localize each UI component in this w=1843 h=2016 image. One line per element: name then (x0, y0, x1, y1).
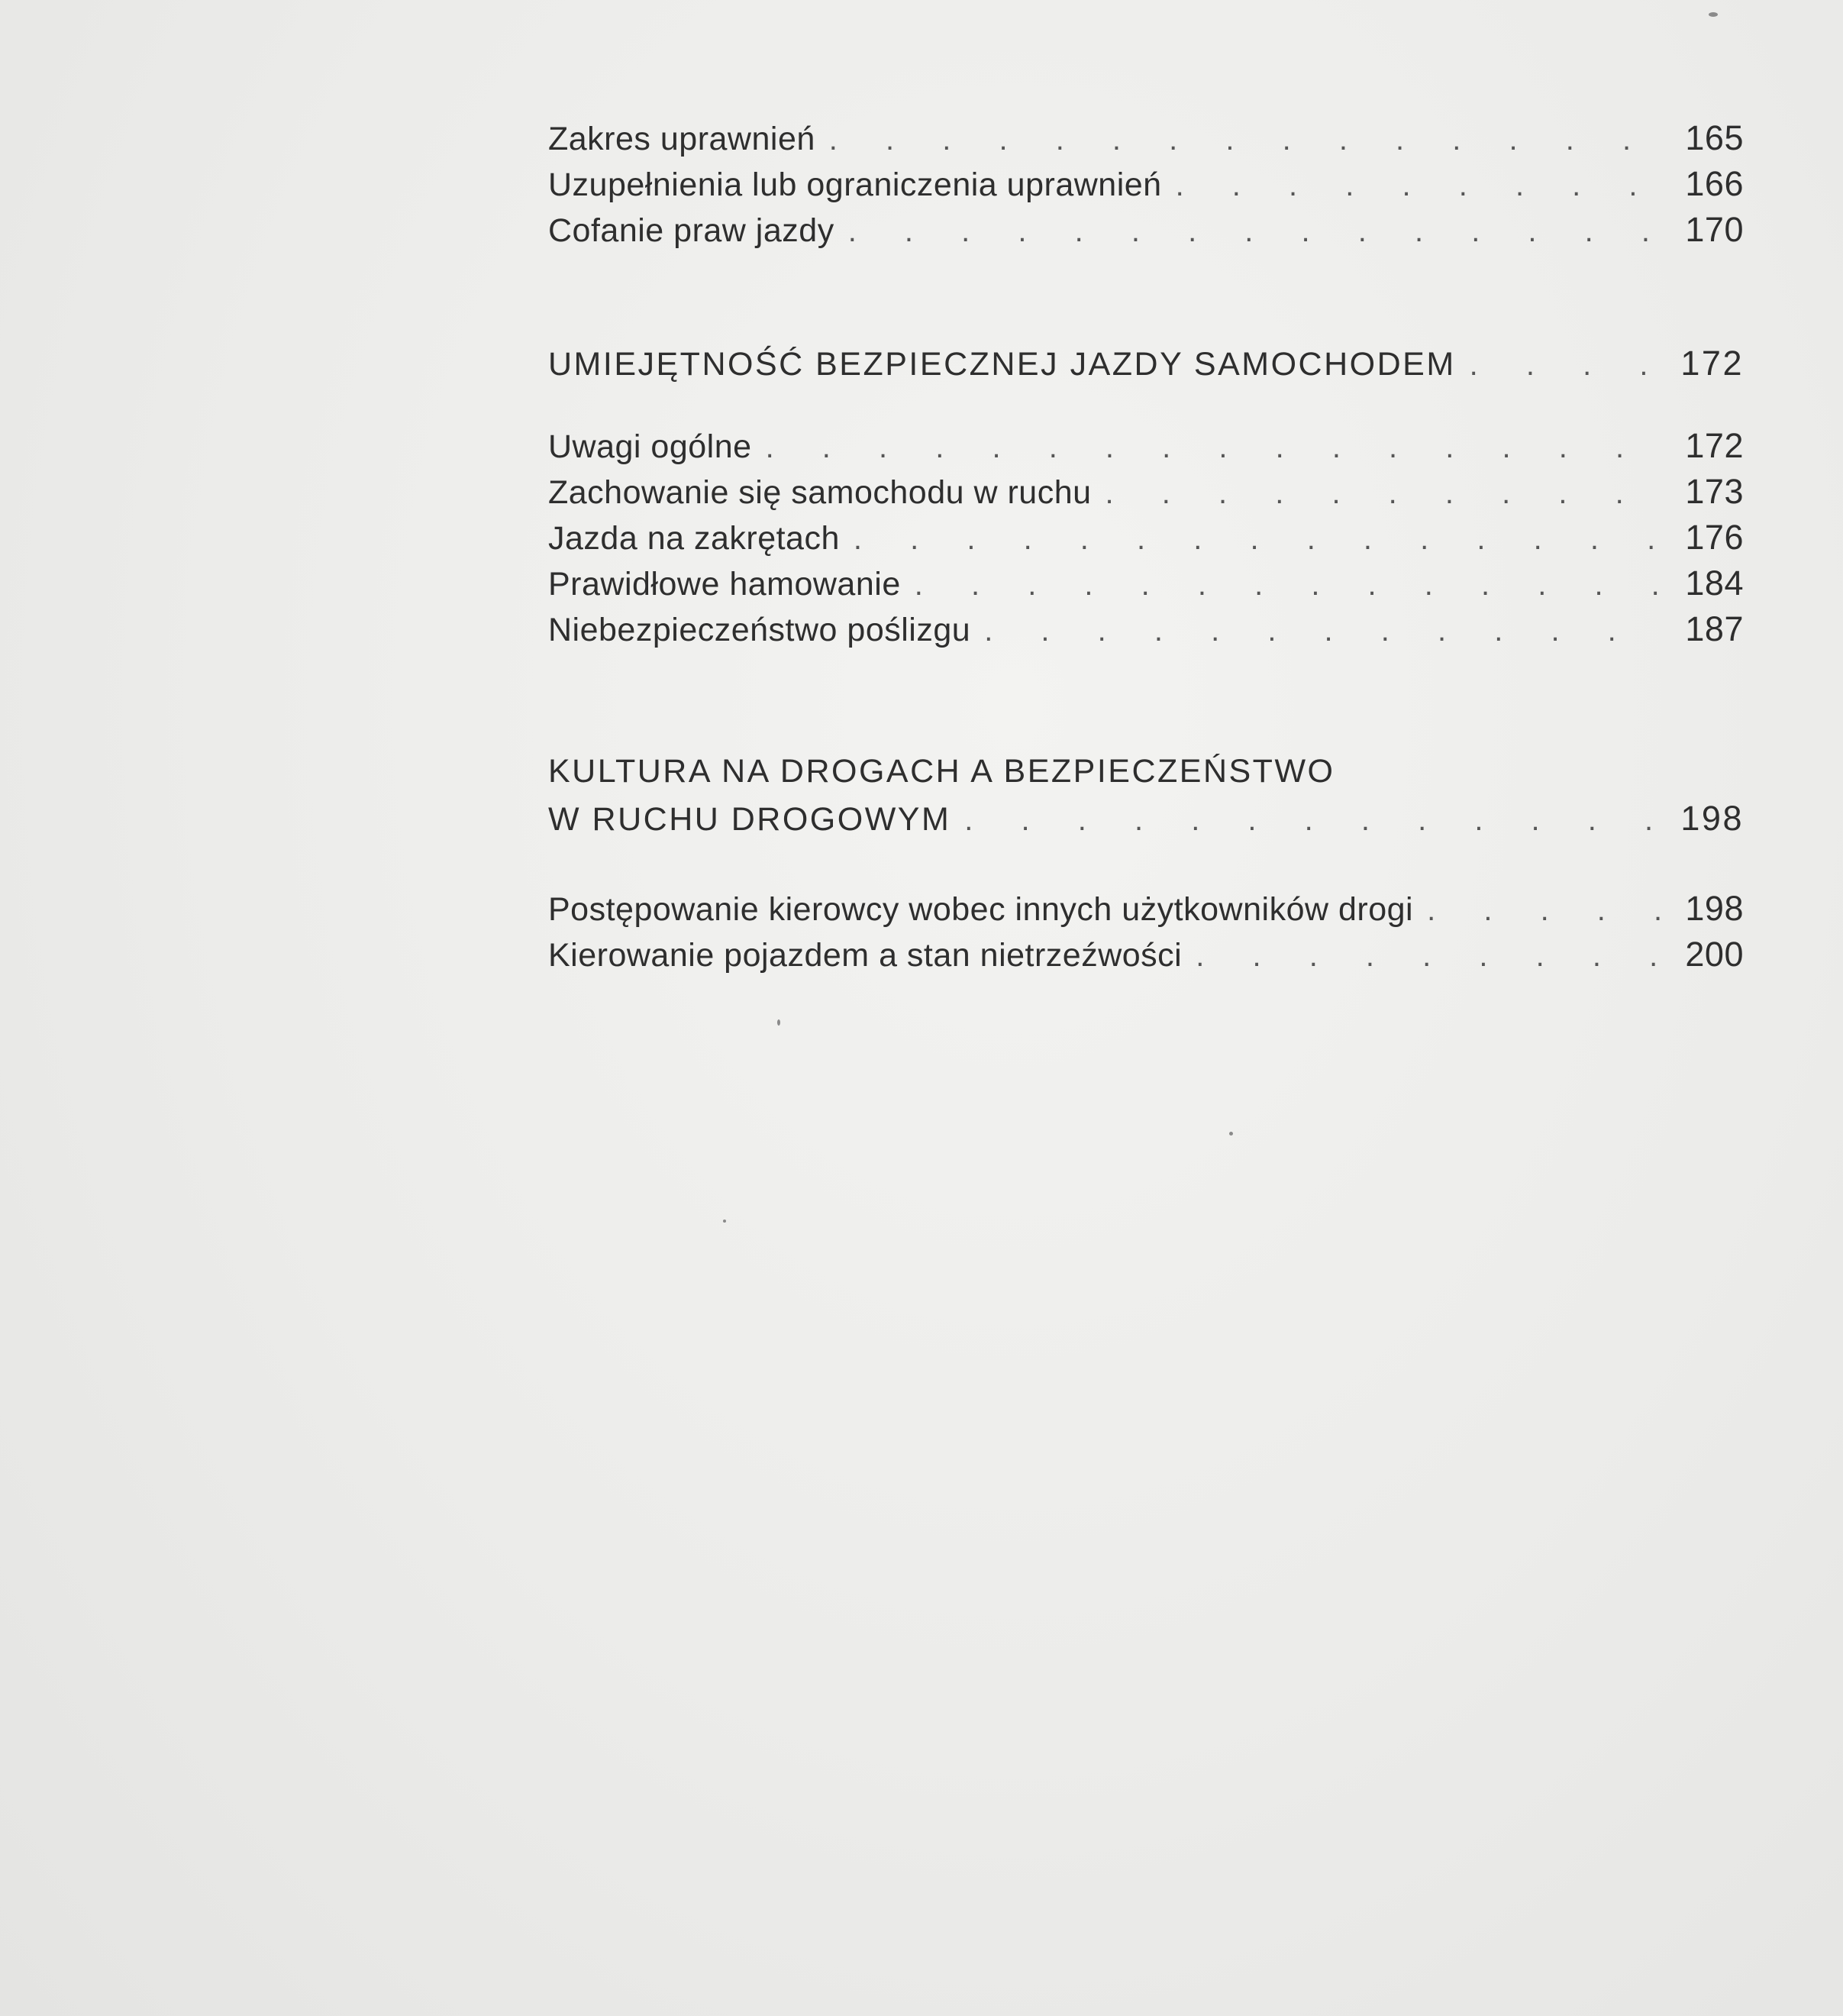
dust-speck (1709, 12, 1718, 17)
dot-leader (984, 614, 1660, 648)
section-heading-title: UMIEJĘTNOŚĆ BEZPIECZNEJ JAZDY SAMOCHODEM (548, 346, 1456, 383)
dot-leader (854, 522, 1660, 557)
toc-entry[interactable] (548, 609, 1744, 655)
toc-entry-title: Niebezpieczeństwo poślizgu (548, 612, 971, 648)
section-heading[interactable] (548, 344, 1744, 389)
dust-speck (723, 1220, 726, 1223)
toc-entry[interactable] (548, 210, 1744, 256)
dot-leader (915, 568, 1660, 603)
dot-leader (766, 431, 1660, 465)
toc-entry[interactable] (548, 164, 1744, 210)
dot-leader (1176, 169, 1660, 203)
toc-entry-title: Postępowanie kierowcy wobec innych użytkowników drogi (548, 891, 1414, 928)
toc-entry-title: Uwagi ogólne (548, 428, 752, 465)
toc-entry-page: 172 (1685, 426, 1744, 465)
section-heading-line-1[interactable]: KULTURA NA DROGACH A BEZPIECZEŃSTWO (548, 753, 1335, 790)
toc-entry-page: 184 (1685, 564, 1744, 603)
toc-entry[interactable] (548, 564, 1744, 609)
dot-leader (1470, 348, 1660, 383)
toc-entry-page: 166 (1685, 164, 1744, 203)
toc-entry-page: 173 (1685, 472, 1744, 511)
dot-leader (829, 123, 1660, 157)
toc-entry-title: Prawidłowe hamowanie (548, 566, 901, 603)
dot-leader (848, 215, 1660, 249)
toc-entry-title: Uzupełnienia lub ograniczenia uprawnień (548, 166, 1162, 203)
section-heading-title: W RUCHU DROGOWYM (548, 801, 951, 838)
dust-speck (777, 1019, 780, 1026)
section-heading-page: 198 (1680, 799, 1744, 838)
toc-entry[interactable] (548, 118, 1744, 164)
dot-leader (964, 803, 1660, 838)
toc-entry-page: 176 (1685, 518, 1744, 557)
toc-entry-title: Jazda na zakrętach (548, 520, 840, 557)
toc-entry[interactable] (548, 472, 1744, 518)
toc-entry-page: 187 (1685, 609, 1744, 648)
section-heading[interactable] (548, 799, 1744, 845)
toc-entry-title: Cofanie praw jazdy (548, 212, 834, 249)
toc-entry[interactable] (548, 889, 1744, 935)
dot-leader (1105, 477, 1660, 511)
toc-entry-title: Kierowanie pojazdem a stan nietrzeźwości (548, 937, 1183, 974)
toc-entry[interactable] (548, 518, 1744, 564)
toc-entry[interactable] (548, 426, 1744, 472)
dot-leader (1196, 939, 1660, 974)
toc-entry-page: 165 (1685, 118, 1744, 157)
toc-entry-page: 198 (1685, 889, 1744, 928)
section-heading-page: 172 (1680, 344, 1744, 383)
dot-leader (1427, 893, 1660, 928)
table-of-contents (548, 118, 1744, 981)
toc-entry[interactable] (548, 935, 1744, 981)
dust-speck (1229, 1132, 1233, 1136)
toc-entry-title: Zachowanie się samochodu w ruchu (548, 474, 1092, 511)
toc-entry-page: 170 (1685, 210, 1744, 249)
toc-entry-page: 200 (1685, 935, 1744, 974)
toc-entry-title: Zakres uprawnień (548, 121, 815, 157)
